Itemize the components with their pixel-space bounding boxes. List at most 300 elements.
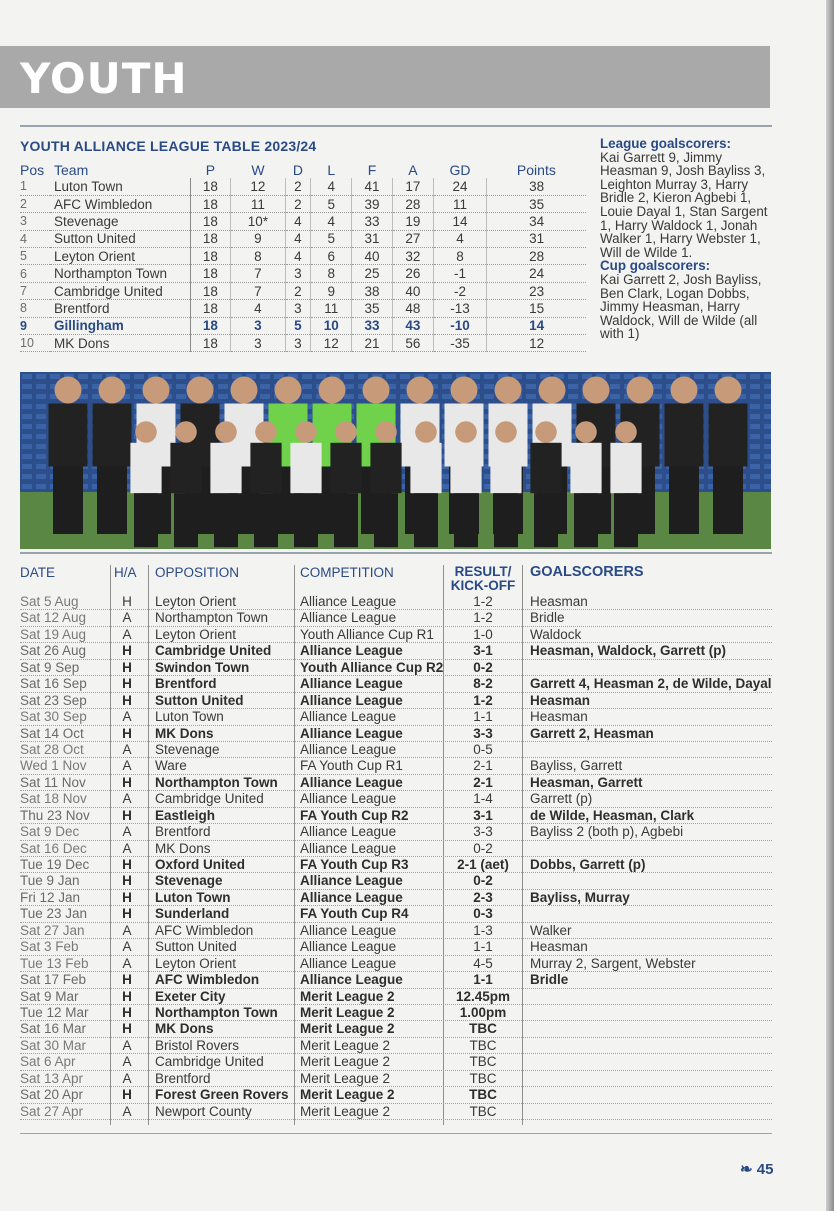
league-goalscorers-list: Kai Garrett 9, Jimmy Heasman 9, Josh Bayliss 3, Leighton Murray 3, Harry Bridle 2, Kieron Agbebi 1, Louie Dayal 1, Stan Sargent 1, Harry Waldock 1, Jonah Walker 1, Harry Webster 1, Will de Wilde 1. — [600, 149, 768, 260]
fixture-row — [20, 857, 772, 873]
fixture-date: Sat 13 Apr — [20, 1070, 84, 1086]
fixture-date: Sat 23 Sep — [20, 692, 87, 708]
league-stat: -2 — [433, 282, 486, 299]
fixture-home-away: H — [122, 972, 132, 988]
fixture-home-away: A — [122, 791, 132, 807]
fixture-date: Sat 17 Feb — [20, 972, 87, 988]
page-number-value: 45 — [756, 1161, 774, 1178]
fixture-date: Sat 20 Apr — [20, 1087, 84, 1103]
league-row — [20, 317, 586, 334]
club-crest-icon: ❧ — [740, 1161, 757, 1178]
league-team: Stevenage — [50, 213, 190, 230]
league-row — [20, 213, 586, 230]
fixture-competition: Alliance League — [300, 594, 397, 609]
fixture-opposition: Sutton United — [155, 939, 237, 955]
page-title: YOUTH — [20, 54, 188, 103]
fixture-row — [20, 1038, 772, 1054]
league-stat: 35 — [487, 195, 586, 212]
fixture-competition: FA Youth Cup R4 — [300, 906, 409, 922]
fixture-opposition: Brentford — [155, 676, 217, 692]
fixtures-header-goalscorers: GOALSCORERS — [530, 564, 644, 580]
fixture-home-away: A — [122, 1103, 132, 1119]
fixture-row — [20, 791, 772, 807]
fixture-home-away: H — [122, 873, 132, 889]
league-stat: 31 — [352, 230, 393, 247]
fixtures-header-result: RESULT/ KICK-OFF — [450, 564, 516, 593]
fixture-goalscorers: Dobbs, Garrett (p) — [530, 857, 646, 872]
fixture-opposition: Cambridge United — [155, 791, 264, 807]
league-stat: 31 — [487, 230, 586, 247]
fixture-home-away: H — [122, 1021, 132, 1037]
fixture-date: Sat 26 Aug — [20, 643, 87, 659]
league-stat: 3 — [285, 265, 311, 282]
fixture-opposition: Northampton Town — [155, 1004, 278, 1020]
fixture-opposition: MK Dons — [155, 725, 214, 741]
fixture-competition: Merit League 2 — [300, 1070, 391, 1086]
fixture-row — [20, 923, 772, 939]
fixture-competition: FA Youth Cup R2 — [300, 807, 409, 823]
fixture-date: Sat 30 Mar — [20, 1037, 87, 1053]
fixture-opposition: Oxford United — [155, 857, 245, 872]
fixture-home-away: A — [122, 955, 132, 971]
league-pos: 6 — [20, 265, 50, 282]
league-stat: 38 — [487, 178, 586, 195]
fixture-opposition: Stevenage — [155, 741, 220, 757]
fixture-date: Wed 1 Nov — [20, 758, 87, 774]
league-stat: 14 — [487, 317, 586, 334]
league-pos: 8 — [20, 300, 50, 317]
fixture-date: Tue 12 Mar — [20, 1004, 89, 1020]
league-table-title: YOUTH ALLIANCE LEAGUE TABLE 2023/24 — [20, 138, 317, 154]
league-stat: -35 — [433, 335, 486, 352]
fixture-home-away: H — [122, 889, 132, 905]
league-stat: 12 — [311, 335, 352, 352]
fixture-opposition: Stevenage — [155, 873, 223, 889]
fixture-competition: Alliance League — [300, 676, 403, 692]
league-pos: 1 — [20, 178, 50, 195]
fixture-opposition: Swindon Town — [155, 659, 250, 675]
fixture-competition: Alliance League — [300, 889, 403, 905]
fixture-result: 3-3 — [473, 725, 493, 741]
fixture-date: Sat 9 Mar — [20, 988, 79, 1004]
fixture-competition: Merit League 2 — [300, 1054, 391, 1070]
fixture-row — [20, 610, 772, 626]
fixture-home-away: A — [122, 741, 132, 757]
fixture-row — [20, 643, 772, 659]
page-number — [740, 1160, 773, 1178]
league-stat: 18 — [190, 265, 231, 282]
league-team: Leyton Orient — [50, 248, 190, 265]
league-col-header: F — [367, 161, 377, 178]
fixture-competition: Alliance League — [300, 774, 403, 790]
league-stat: 18 — [190, 195, 231, 212]
fixture-date: Sat 18 Nov — [20, 791, 87, 807]
fixture-row — [20, 1021, 772, 1037]
fixture-date: Sat 12 Aug — [20, 610, 87, 626]
fixture-home-away: H — [122, 807, 132, 823]
fixture-date: Sat 6 Apr — [20, 1054, 76, 1070]
fixture-date: Thu 23 Nov — [20, 807, 90, 823]
fixture-home-away: A — [122, 610, 132, 626]
league-stat: 11 — [433, 195, 486, 212]
fixture-opposition: Leyton Orient — [155, 594, 237, 609]
fixture-result: 8-2 — [473, 676, 493, 692]
fixture-home-away: H — [122, 692, 132, 708]
league-team: Brentford — [50, 300, 190, 317]
fixture-row — [20, 873, 772, 889]
fixture-competition: Alliance League — [300, 873, 403, 889]
fixture-goalscorers: Heasman — [530, 709, 588, 725]
league-col-header: A — [408, 161, 418, 178]
fixture-competition: Alliance League — [300, 741, 397, 757]
fixture-home-away: A — [122, 922, 132, 938]
fixture-row — [20, 693, 772, 709]
league-pos: 7 — [20, 282, 50, 299]
fixture-row — [20, 676, 772, 692]
fixture-row — [20, 594, 772, 610]
fixture-opposition: Ware — [155, 758, 187, 774]
fixture-home-away: H — [122, 988, 132, 1004]
league-table — [20, 161, 586, 352]
league-stat: 12 — [487, 335, 586, 352]
fixture-result: 3-3 — [473, 824, 493, 840]
fixture-goalscorers: Garrett (p) — [530, 791, 593, 807]
league-goalscorers-heading: League goalscorers: — [600, 136, 731, 151]
fixture-opposition: Luton Town — [155, 709, 224, 725]
fixture-competition: Merit League 2 — [300, 1103, 391, 1119]
league-col-header: D — [292, 161, 303, 178]
cup-goalscorers-list: Kai Garrett 2, Josh Bayliss, Ben Clark, Logan Dobbs, Jimmy Heasman, Harry Waldock, Will de Wilde (all with 1) — [600, 271, 762, 342]
league-stat: 18 — [190, 282, 231, 299]
fixture-opposition: MK Dons — [155, 1021, 214, 1037]
league-stat: 3 — [231, 335, 285, 352]
fixture-opposition: Bristol Rovers — [155, 1037, 240, 1053]
fixture-date: Sat 27 Jan — [20, 922, 85, 938]
league-team: MK Dons — [50, 335, 190, 352]
fixture-competition: Alliance League — [300, 939, 397, 955]
fixture-result: 2-1 — [473, 774, 493, 790]
league-pos: 5 — [20, 248, 50, 265]
section-banner — [0, 46, 770, 108]
fixture-row — [20, 758, 772, 774]
fixture-home-away: A — [122, 939, 132, 955]
league-stat: 18 — [190, 335, 231, 352]
fixture-opposition: Cambridge United — [155, 643, 272, 659]
fixture-date: Sat 28 Oct — [20, 741, 84, 757]
league-stat: 15 — [487, 300, 586, 317]
league-stat: 21 — [352, 335, 393, 352]
fixture-row — [20, 1005, 772, 1021]
league-stat: 39 — [352, 195, 393, 212]
fixture-result: 12.45pm — [455, 988, 511, 1004]
fixture-goalscorers: Heasman — [530, 939, 588, 955]
league-stat: 4 — [433, 230, 486, 247]
fixture-result: 0-2 — [473, 840, 493, 856]
fixture-opposition: Brentford — [155, 1070, 211, 1086]
league-stat: 34 — [487, 213, 586, 230]
league-stat: 4 — [311, 178, 352, 195]
team-photo — [20, 372, 771, 549]
league-stat: 3 — [231, 317, 285, 334]
league-pos: 9 — [20, 317, 50, 334]
fixture-result: 1-1 — [473, 939, 493, 955]
fixture-home-away: H — [122, 774, 132, 790]
league-stat: 24 — [487, 265, 586, 282]
fixture-goalscorers: Heasman, Garrett — [530, 774, 643, 790]
fixture-row — [20, 1071, 772, 1087]
fixture-competition: Alliance League — [300, 972, 403, 988]
fixture-result: 0-2 — [473, 659, 493, 675]
league-stat: 10* — [231, 213, 285, 230]
fixture-competition: Alliance League — [300, 709, 397, 725]
fixture-goalscorers: Bayliss, Murray — [530, 889, 630, 905]
fixture-goalscorers: Garrett 2, Heasman — [530, 725, 654, 741]
fixture-home-away: H — [122, 643, 132, 659]
fixture-home-away: A — [122, 1037, 132, 1053]
fixture-row — [20, 824, 772, 840]
fixture-result: TBC — [469, 1087, 497, 1103]
fixture-home-away: H — [122, 1087, 132, 1103]
league-stat: 14 — [433, 213, 486, 230]
fixture-date: Sat 11 Nov — [20, 774, 86, 790]
fixture-goalscorers: Garrett 4, Heasman 2, de Wilde, Dayal — [530, 676, 772, 692]
league-stat: 6 — [311, 248, 352, 265]
league-stat: 18 — [190, 317, 231, 334]
league-stat: 11 — [311, 300, 352, 317]
fixture-opposition: Exeter City — [155, 988, 226, 1004]
fixture-result: 1-2 — [473, 594, 493, 609]
fixture-competition: Youth Alliance Cup R1 — [300, 626, 434, 642]
fixture-goalscorers: Bayliss, Garrett — [530, 758, 623, 774]
league-stat: 5 — [311, 195, 352, 212]
league-row — [20, 265, 586, 282]
league-row — [20, 195, 586, 212]
fixture-row — [20, 841, 772, 857]
fixture-row — [20, 627, 772, 643]
fixture-result: TBC — [469, 1103, 497, 1119]
fixture-competition: Alliance League — [300, 610, 397, 626]
fixture-home-away: A — [122, 758, 132, 774]
fixture-opposition: Northampton Town — [155, 610, 269, 626]
fixture-goalscorers: Murray 2, Sargent, Webster — [530, 955, 696, 971]
fixture-opposition: Luton Town — [155, 889, 231, 905]
fixture-result: 4-5 — [473, 955, 493, 971]
fixture-row — [20, 890, 772, 906]
fixture-home-away: A — [122, 709, 132, 725]
fixture-goalscorers: Walker — [530, 922, 572, 938]
fixture-row — [20, 906, 772, 922]
league-stat: 25 — [352, 265, 393, 282]
fixture-result: 3-1 — [473, 643, 493, 659]
fixture-competition: Youth Alliance Cup R2 — [300, 659, 444, 675]
fixture-opposition: Eastleigh — [155, 807, 216, 823]
league-pos: 3 — [20, 213, 50, 230]
fixture-home-away: H — [122, 659, 132, 675]
league-stat: 10 — [311, 317, 352, 334]
fixture-home-away: H — [122, 594, 132, 609]
fixture-date: Sat 16 Sep — [20, 676, 87, 692]
fixture-result: 1.00pm — [459, 1004, 507, 1020]
league-stat: -1 — [433, 265, 486, 282]
team-photo-illustration — [20, 372, 771, 549]
fixture-result: 2-1 — [473, 758, 493, 774]
league-pos: 10 — [20, 335, 50, 352]
league-stat: 18 — [190, 230, 231, 247]
fixture-competition: FA Youth Cup R3 — [300, 857, 409, 872]
league-stat: 28 — [392, 195, 433, 212]
fixture-home-away: H — [122, 676, 132, 692]
league-team: Sutton United — [50, 230, 190, 247]
league-stat: 33 — [352, 213, 393, 230]
fixture-date: Tue 23 Jan — [20, 906, 88, 922]
fixture-goalscorers: Waldock — [530, 626, 582, 642]
fixture-result: TBC — [469, 1070, 497, 1086]
league-stat: -10 — [433, 317, 486, 334]
fixture-result: 0-3 — [473, 906, 493, 922]
fixture-goalscorers: Bridle — [530, 610, 565, 626]
league-stat: 48 — [392, 300, 433, 317]
fixture-row — [20, 972, 772, 988]
fixtures-divider — [20, 552, 772, 554]
fixture-date: Tue 19 Dec — [20, 857, 90, 872]
league-stat: 38 — [352, 282, 393, 299]
league-col-header: GD — [449, 161, 471, 178]
league-table-header — [20, 161, 586, 178]
league-col-header: P — [205, 161, 216, 178]
fixture-opposition: Northampton Town — [155, 774, 278, 790]
bottom-divider — [20, 1133, 772, 1134]
league-stat: 4 — [285, 213, 311, 230]
league-col-header: L — [327, 161, 336, 178]
fixture-row — [20, 660, 772, 676]
fixture-result: 0-5 — [473, 741, 493, 757]
fixture-result: 1-1 — [473, 972, 493, 988]
fixture-result: 1-3 — [473, 922, 493, 938]
league-stat: 7 — [231, 265, 285, 282]
fixture-goalscorers: Bayliss 2 (both p), Agbebi — [530, 824, 684, 840]
league-stat: 4 — [311, 213, 352, 230]
league-stat: 2 — [285, 282, 311, 299]
fixture-competition: Merit League 2 — [300, 1037, 391, 1053]
league-stat: 9 — [231, 230, 285, 247]
fixture-row — [20, 956, 772, 972]
fixture-row — [20, 808, 772, 824]
fixture-row — [20, 709, 772, 725]
fixture-opposition: Leyton Orient — [155, 626, 237, 642]
goalscorers-panel — [600, 137, 770, 341]
fixture-opposition: MK Dons — [155, 840, 211, 856]
fixture-competition: Merit League 2 — [300, 1004, 395, 1020]
league-team: AFC Wimbledon — [50, 195, 190, 212]
league-row — [20, 300, 586, 317]
league-stat: 18 — [190, 213, 231, 230]
fixture-result: TBC — [469, 1021, 497, 1037]
league-stat: 17 — [392, 178, 433, 195]
fixtures-header-opposition: OPPOSITION — [155, 565, 240, 580]
fixtures-header-competition: COMPETITION — [300, 565, 394, 580]
league-stat: 5 — [311, 230, 352, 247]
league-stat: -13 — [433, 300, 486, 317]
fixture-competition: Alliance League — [300, 922, 397, 938]
fixture-row — [20, 939, 772, 955]
league-stat: 40 — [392, 282, 433, 299]
fixture-result: 1-2 — [473, 692, 493, 708]
fixture-result: 3-1 — [473, 807, 493, 823]
league-team: Cambridge United — [50, 282, 190, 299]
fixture-competition: Alliance League — [300, 840, 397, 856]
fixture-opposition: Sutton United — [155, 692, 244, 708]
fixture-competition: Alliance League — [300, 692, 403, 708]
league-stat: 11 — [231, 195, 285, 212]
fixture-home-away: H — [122, 1004, 132, 1020]
league-team: Gillingham — [50, 317, 190, 334]
league-stat: 2 — [285, 195, 311, 212]
fixture-competition: Alliance League — [300, 725, 403, 741]
fixture-date: Sat 14 Oct — [20, 725, 84, 741]
fixture-date: Sat 9 Sep — [20, 659, 80, 675]
fixture-row — [20, 989, 772, 1005]
fixture-home-away: H — [122, 857, 132, 872]
league-row — [20, 248, 586, 265]
league-stat: 40 — [352, 248, 393, 265]
fixture-result: TBC — [469, 1054, 497, 1070]
fixture-opposition: Brentford — [155, 824, 211, 840]
league-col-header: W — [251, 161, 265, 178]
fixture-competition: Merit League 2 — [300, 988, 395, 1004]
top-divider — [20, 125, 772, 127]
league-stat: 8 — [311, 265, 352, 282]
league-stat: 32 — [392, 248, 433, 265]
fixture-row — [20, 1104, 772, 1120]
league-stat: 56 — [392, 335, 433, 352]
league-stat: 43 — [392, 317, 433, 334]
fixture-opposition: Cambridge United — [155, 1054, 264, 1070]
fixture-date: Tue 13 Feb — [20, 955, 89, 971]
fixture-home-away: A — [122, 840, 132, 856]
fixture-home-away: A — [122, 1070, 132, 1086]
league-col-header: Pos — [20, 161, 45, 178]
league-stat: 41 — [352, 178, 393, 195]
fixture-opposition: Sunderland — [155, 906, 230, 922]
fixture-date: Sat 16 Dec — [20, 840, 87, 856]
fixture-result: 2-1 (aet) — [457, 857, 509, 872]
league-stat: 35 — [352, 300, 393, 317]
fixture-date: Sat 9 Dec — [20, 824, 80, 840]
fixture-opposition: AFC Wimbledon — [155, 972, 260, 988]
league-stat: 18 — [190, 300, 231, 317]
league-stat: 26 — [392, 265, 433, 282]
fixture-home-away: A — [122, 1054, 132, 1070]
fixture-result: 1-1 — [473, 709, 493, 725]
fixture-row — [20, 726, 772, 742]
league-row — [20, 282, 586, 299]
fixture-date: Sat 5 Aug — [20, 594, 79, 609]
fixture-goalscorers: de Wilde, Heasman, Clark — [530, 807, 695, 823]
fixture-result: 1-2 — [473, 610, 493, 626]
league-row — [20, 335, 586, 352]
fixture-row — [20, 1054, 772, 1070]
league-pos: 4 — [20, 230, 50, 247]
fixture-home-away: A — [122, 824, 132, 840]
league-stat: 8 — [231, 248, 285, 265]
league-team: Luton Town — [50, 178, 190, 195]
league-pos: 2 — [20, 195, 50, 212]
fixture-competition: Merit League 2 — [300, 1087, 395, 1103]
fixture-goalscorers: Heasman — [530, 594, 588, 609]
league-stat: 3 — [285, 335, 311, 352]
fixture-goalscorers: Heasman — [530, 692, 591, 708]
fixture-date: Sat 16 Mar — [20, 1021, 87, 1037]
